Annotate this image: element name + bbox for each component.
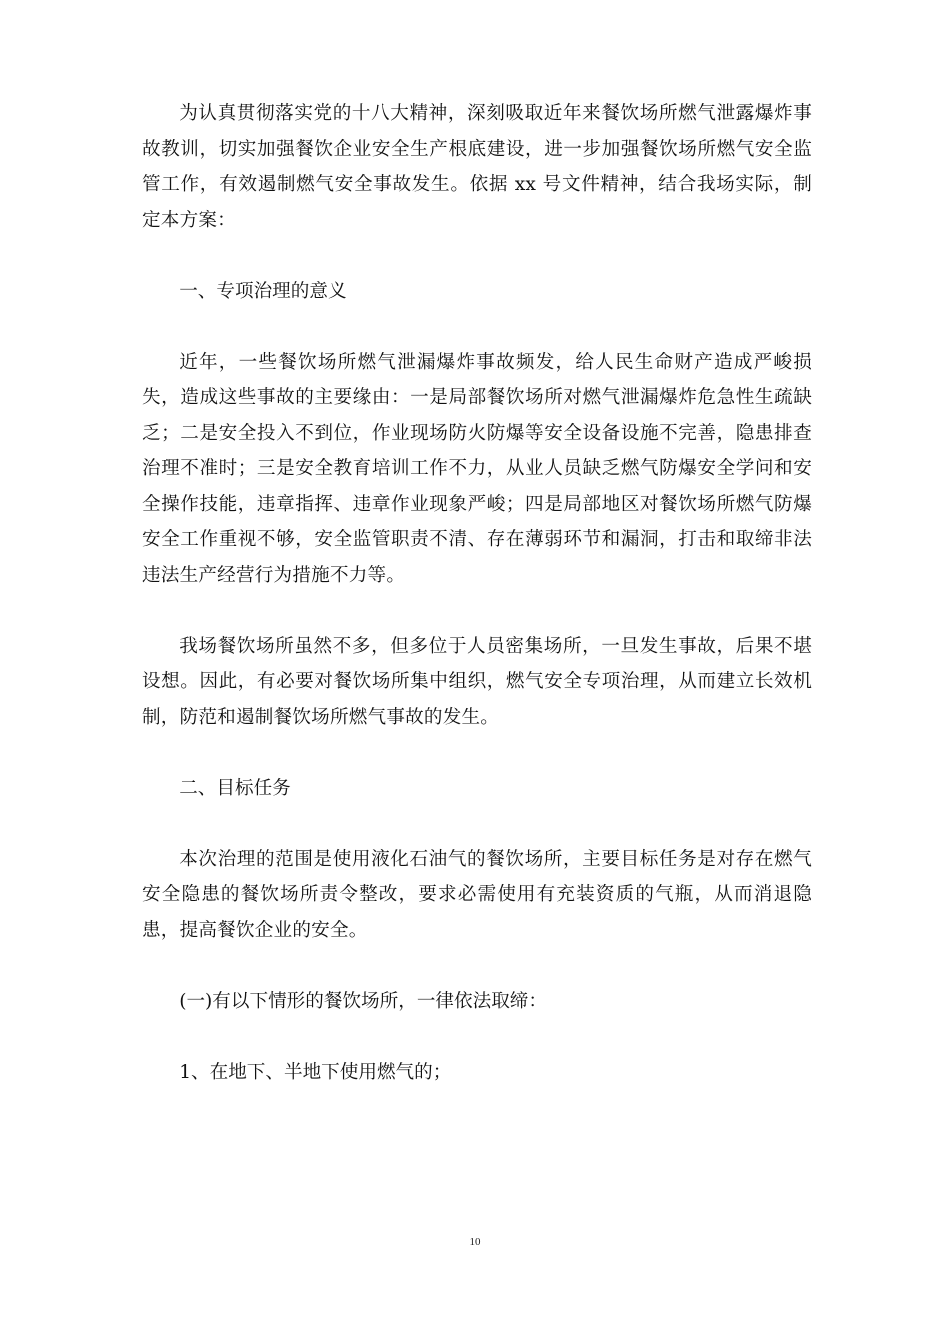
list-item-1: 1、在地下、半地下使用燃气的； bbox=[179, 1061, 452, 1083]
paragraph-gap bbox=[142, 593, 812, 629]
significance-paragraph: 近年，一些餐饮场所燃气泄漏爆炸事故频发，给人民生命财产造成严峻损失，造成这些事故的主要缘由：一是局部餐饮场所对燃气泄漏爆炸危急性生疏缺乏；二是安全投入不到位，作业现场防火防爆等安全设备设施不完善，隐患排查治理不准时；三是安全教育培训工作不力，从业人员缺乏燃气防爆安全学问和安全操作技能，违章指挥、违章作业现象严峻；四是局部地区对餐饮场所燃气防爆安全工作重视不够，安全监管职责不清、存在薄弱环节和漏洞，打击和取缔非法违法生产经营行为措施不力等。 bbox=[142, 351, 812, 586]
subsection-heading-1: (一)有以下情形的餐饮场所，一律依法取缔： bbox=[179, 990, 547, 1012]
paragraph-gap bbox=[142, 238, 812, 274]
scope-paragraph: 本次治理的范围是使用液化石油气的餐饮场所，主要目标任务是对存在燃气安全隐患的餐饮场所责令整改，要求必需使用有充装资质的气瓶，从而消退隐患，提高餐饮企业的安全。 bbox=[142, 848, 812, 941]
paragraph-gap bbox=[142, 948, 812, 984]
section-heading-2: 二、目标任务 bbox=[179, 777, 291, 799]
section-heading-1: 一、专项治理的意义 bbox=[179, 280, 347, 302]
necessity-paragraph: 我场餐饮场所虽然不多，但多位于人员密集场所，一旦发生事故，后果不堪设想。因此，有必要对餐饮场所集中组织，燃气安全专项治理，从而建立长效机制，防范和遏制餐饮场所燃气事故的发生。 bbox=[142, 635, 812, 728]
paragraph-gap bbox=[142, 1019, 812, 1055]
document-body bbox=[142, 96, 812, 1090]
paragraph-gap bbox=[142, 806, 812, 842]
page-number: 10 bbox=[469, 1236, 481, 1248]
intro-paragraph: 为认真贯彻落实党的十八大精神，深刻吸取近年来餐饮场所燃气泄露爆炸事故教训，切实加强餐饮企业安全生产根底建设，进一步加强餐饮场所燃气安全监管工作，有效遏制燃气安全事故发生。依据 xx 号文件精神，结合我场实际，制定本方案： bbox=[142, 103, 812, 231]
paragraph-gap bbox=[142, 309, 812, 345]
paragraph-gap bbox=[142, 735, 812, 771]
